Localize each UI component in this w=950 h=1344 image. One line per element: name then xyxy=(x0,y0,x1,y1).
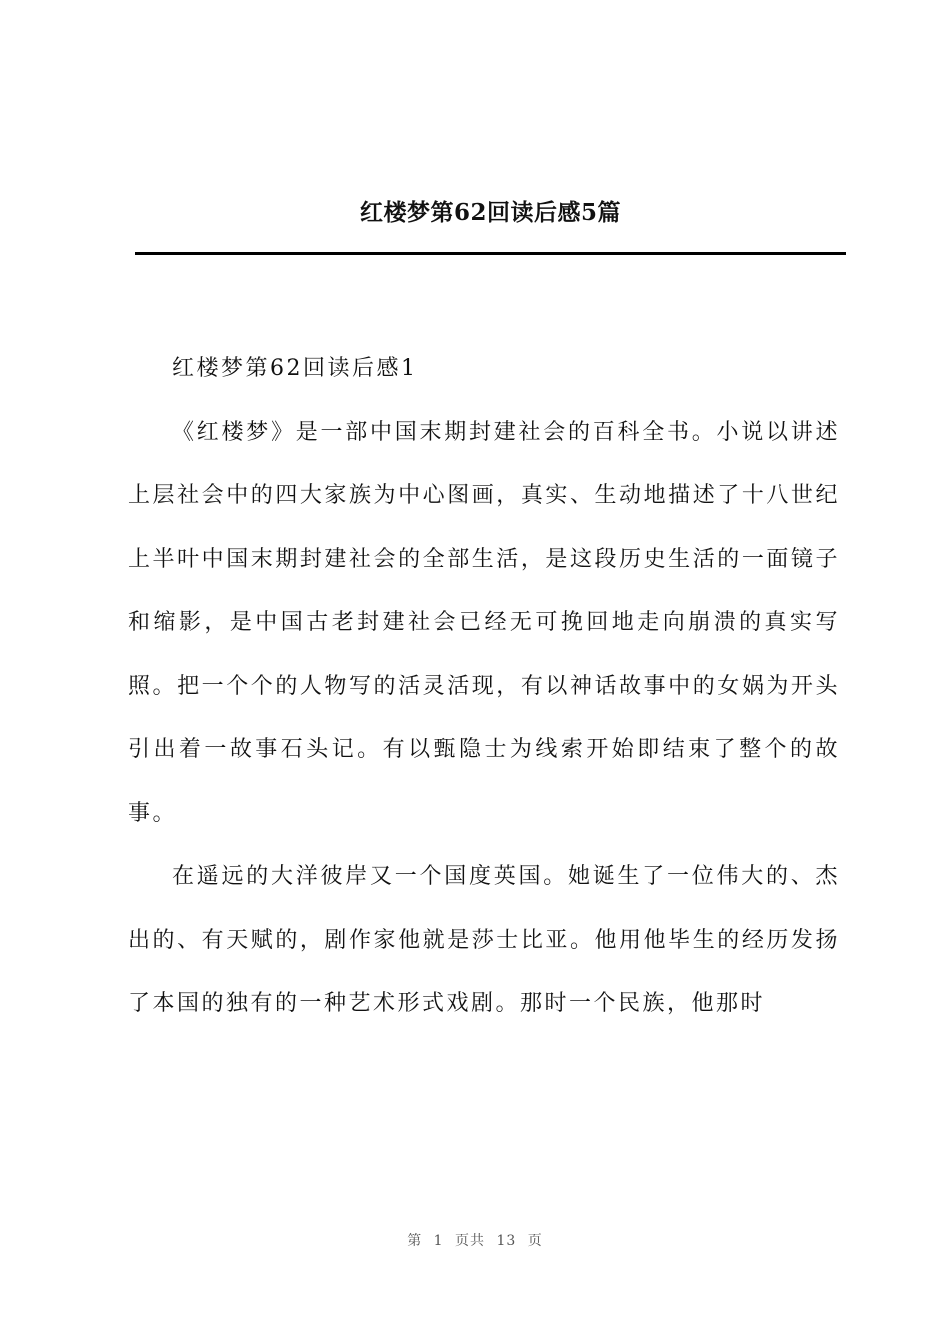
body-paragraph-2: 在遥远的大洋彼岸又一个国度英国。她诞生了一位伟大的、杰出的、有天赋的，剧作家他就是莎士比亚。他用他毕生的经历发扬了本国的独有的一种艺术形式戏剧。那时一个民族，他那时 xyxy=(128,864,840,1016)
page-footer: 第 1 页共 13 页 xyxy=(407,1233,543,1249)
body-paragraph-1: 《红楼梦》是一部中国末期封建社会的百科全书。小说以讲述上层社会中的四大家族为中心图画，真实、生动地描述了十八世纪上半叶中国末期封建社会的全部生活，是这段历史生活的一面镜子和缩影，是中国古老封建社会已经无可挽回地走向崩溃的真实写照。把一个个的人物写的活灵活现，有以神话故事中的女娲为开头引出着一故事石头记。有以甄隐士为线索开始即结束了整个的故事。 xyxy=(128,419,840,826)
section-heading: 红楼梦第62回读后感1 xyxy=(172,356,418,381)
page-title: 红楼梦第62回读后感5篇 xyxy=(359,199,621,226)
title-divider xyxy=(135,252,846,255)
document-body xyxy=(128,337,840,1036)
